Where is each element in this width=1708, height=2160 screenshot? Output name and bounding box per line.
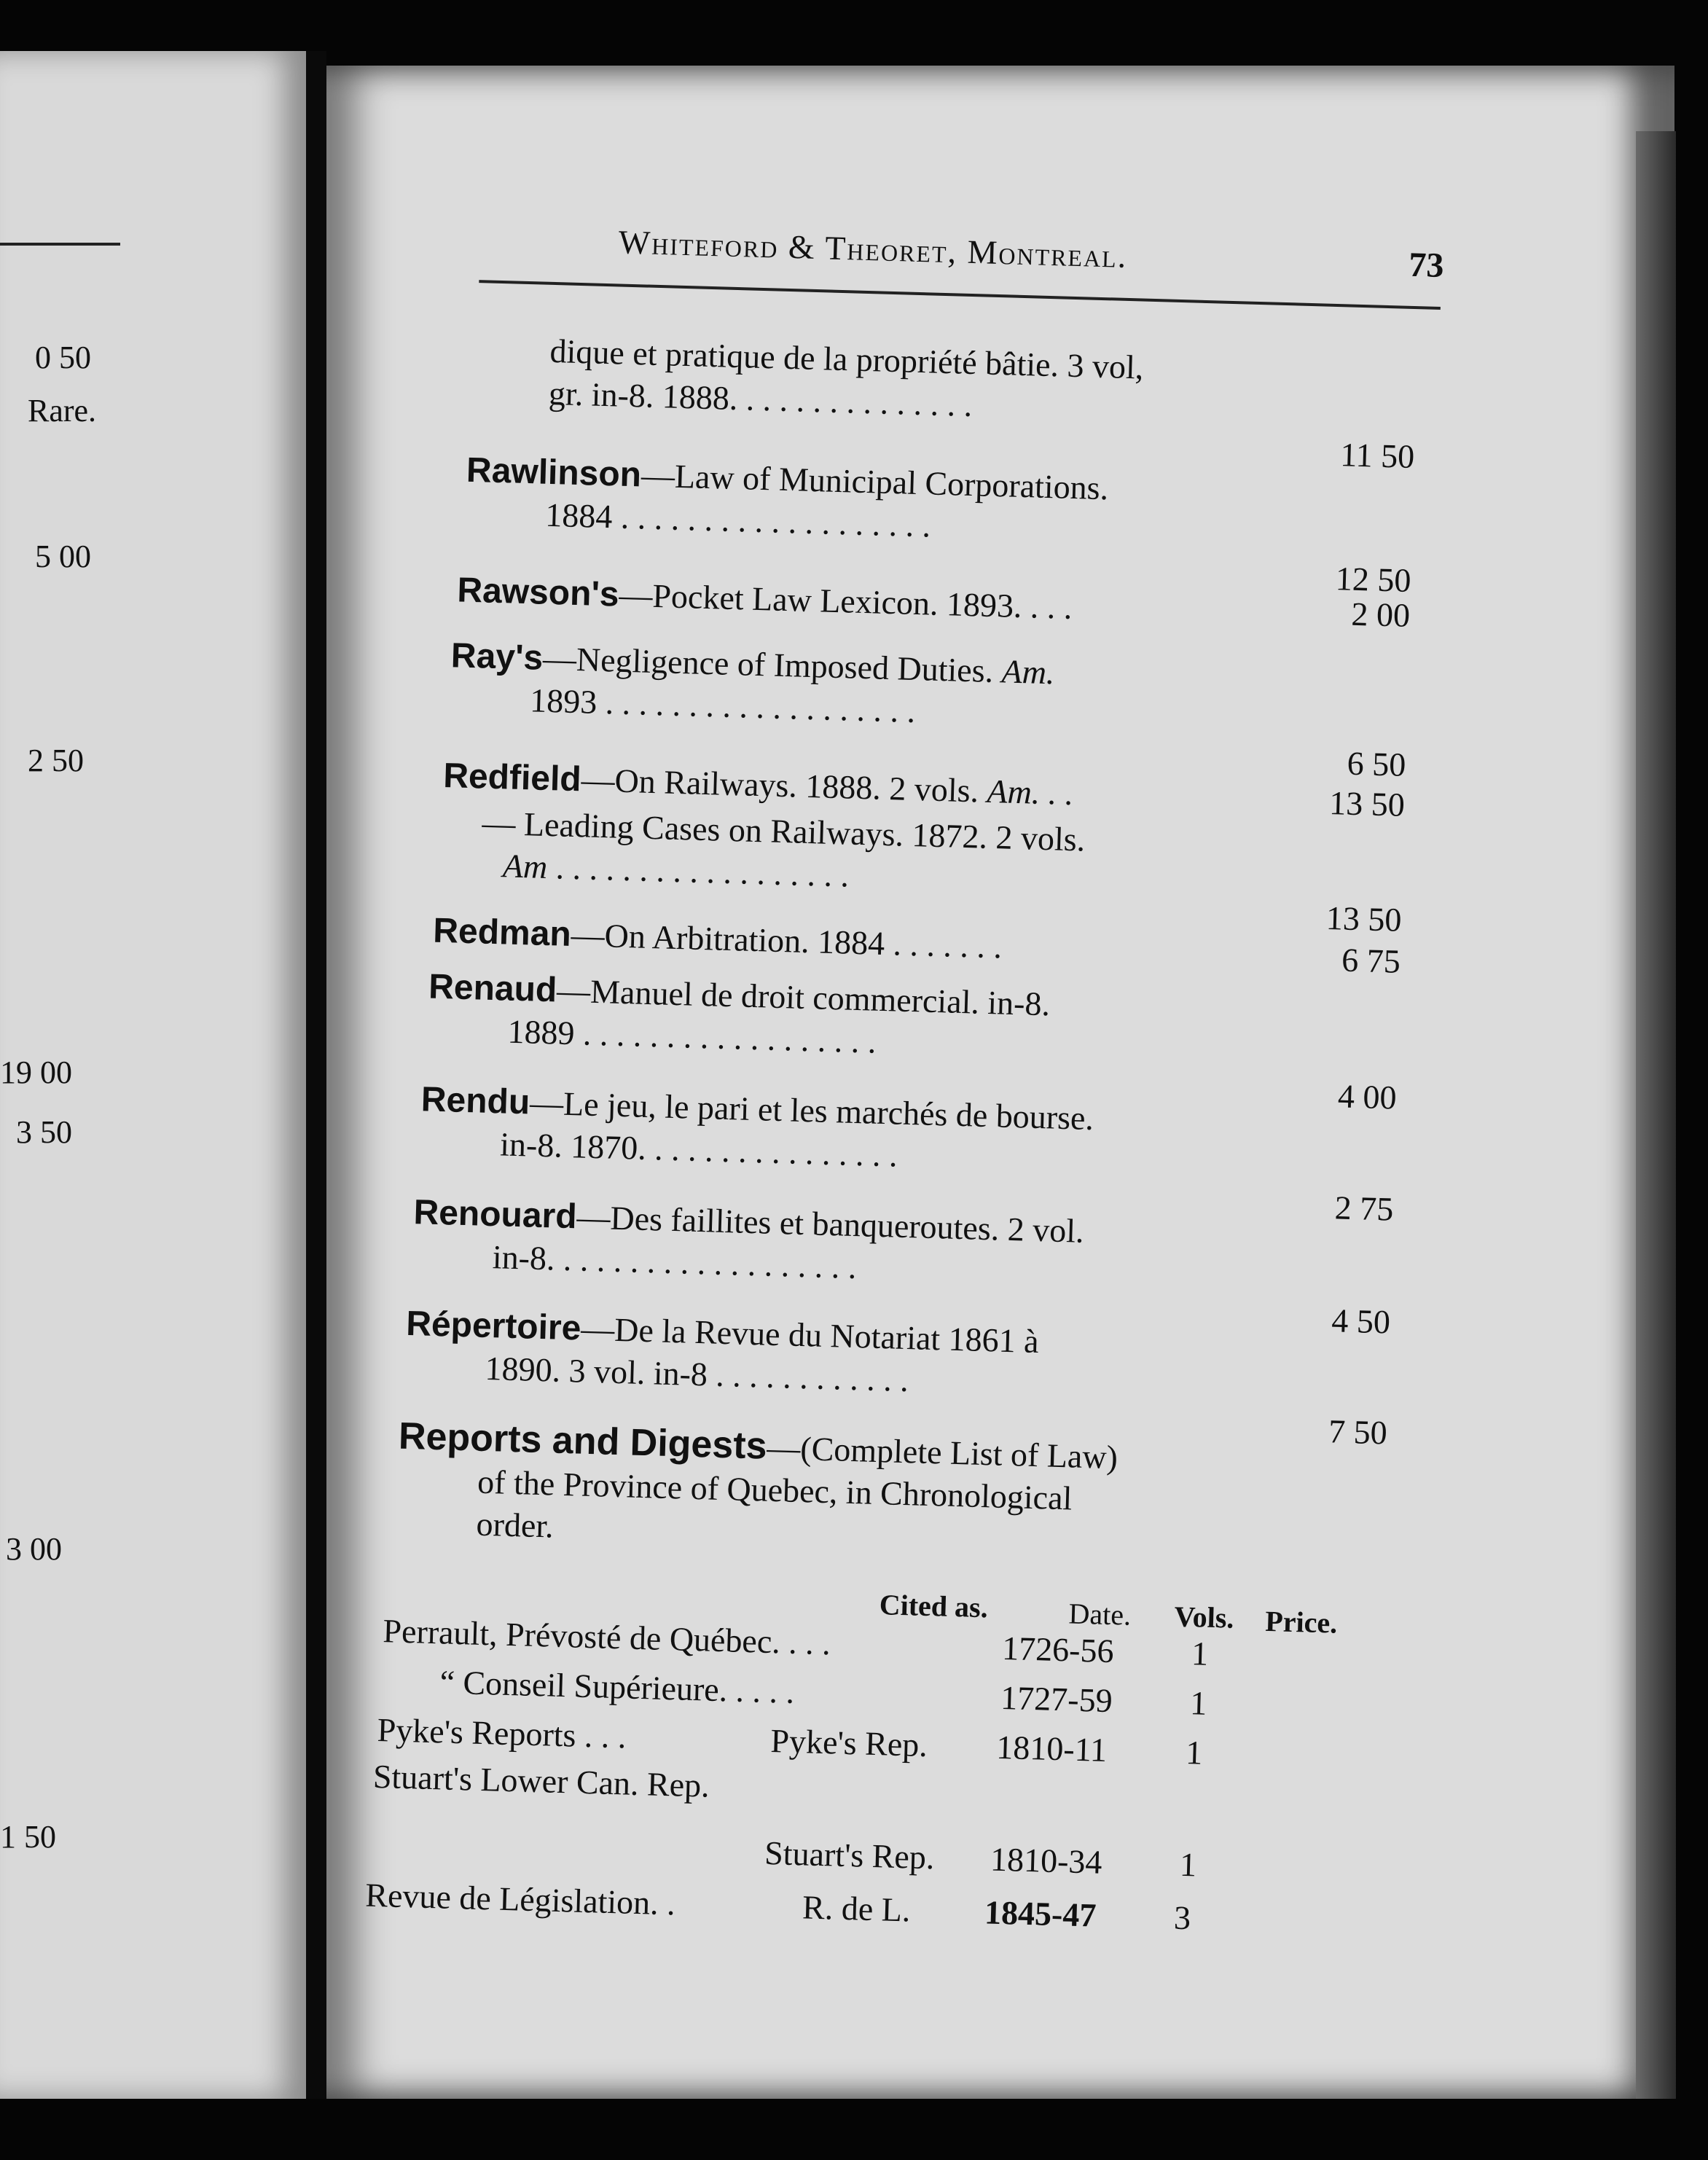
catalog-entry <box>433 910 1003 969</box>
row-vols: 1 <box>1185 1733 1204 1772</box>
entry-text: —(Complete List of Law) <box>766 1428 1119 1476</box>
entry-name: Renaud <box>428 967 557 1010</box>
entry-name: Ray's <box>450 636 544 678</box>
row-vols: 1 <box>1189 1684 1207 1722</box>
left-price: Rare. <box>28 393 97 429</box>
row-date: 1726-56 <box>1001 1629 1115 1670</box>
row-date: 1810-11 <box>995 1728 1108 1769</box>
catalog-entry <box>450 635 1056 736</box>
entry-name: Rendu <box>420 1080 530 1122</box>
left-price: 19 00 <box>0 1054 72 1090</box>
entry-text-cont: 1893 . . . . . . . . . . . . . . . . . . . <box>529 681 916 730</box>
row-date: 1727-59 <box>1000 1678 1113 1720</box>
table-header-date: Date. <box>1068 1597 1132 1632</box>
entry-text-cont: 1890. 3 vol. in-8 . . . . . . . . . . . . <box>484 1349 909 1399</box>
row-title: Perrault, Prévosté de Québec. . . . <box>382 1612 831 1662</box>
row-cited: Stuart's Rep. <box>764 1834 936 1877</box>
entry-name: Redfield <box>442 756 582 799</box>
catalog-entry <box>412 1191 1084 1295</box>
left-price: 0 50 <box>35 340 91 375</box>
table-header-cited: Cited as. <box>879 1588 989 1624</box>
entry-text-italic: Am <box>502 847 548 886</box>
row-date: 1845-47 <box>984 1893 1097 1934</box>
left-price: 2 50 <box>28 743 84 778</box>
table-header-price: Price. <box>1264 1604 1338 1640</box>
row-title: Pyke's Reports . . . <box>377 1710 627 1756</box>
entry-name: Répertoire <box>405 1304 582 1348</box>
row-date: 1810-34 <box>990 1840 1103 1881</box>
entry-text-cont: in-8. . . . . . . . . . . . . . . . . . . <box>492 1238 858 1286</box>
entry-text-cont: in-8. 1870. . . . . . . . . . . . . . . . <box>499 1125 898 1174</box>
entry-text-cont: 1884 . . . . . . . . . . . . . . . . . . . <box>544 496 931 544</box>
entry-name: Reports and Digests <box>398 1414 768 1468</box>
entry-name: Redman <box>432 911 572 954</box>
catalog-entry <box>427 966 1051 1068</box>
table-header-vols: Vols. <box>1173 1600 1235 1635</box>
catalog-entry <box>548 330 1144 431</box>
entry-text: —Le jeu, le pari et les marchés de bourse. <box>529 1084 1094 1138</box>
catalog-entry <box>420 1079 1094 1182</box>
entry-text: —Pocket Law Lexicon. 1893. . . . <box>618 576 1073 626</box>
row-title: Revue de Législation. . <box>364 1876 676 1922</box>
entry-text-cont: order. <box>476 1505 555 1545</box>
left-price: 3 00 <box>6 1531 62 1567</box>
entry-text-italic: Am. <box>1000 652 1056 692</box>
entry-price: 6 50 <box>1347 744 1407 783</box>
reports-entry <box>396 1415 1119 1563</box>
row-title: Stuart's Lower Can. Rep. <box>372 1757 710 1804</box>
entry-text: —De la Revue du Notariat 1861 à <box>580 1310 1040 1361</box>
entry-text-cont: 1889 . . . . . . . . . . . . . . . . . . <box>506 1012 877 1060</box>
left-price: 3 50 <box>16 1114 72 1150</box>
entry-price: 13 50 <box>1328 783 1406 823</box>
row-vols: 1 <box>1179 1845 1197 1884</box>
entry-text-cont: of the Province of Quebec, in Chronological <box>477 1463 1073 1517</box>
entry-text: —Des faillites et banqueroutes. 2 vol. <box>576 1198 1085 1250</box>
entry-text-italic: Am. . . <box>986 772 1075 813</box>
entry-text: —Negligence of Imposed Duties. <box>542 639 994 689</box>
row-title: “ Conseil Supérieure. . . . . <box>439 1663 795 1710</box>
row-vols: 1 <box>1191 1635 1209 1672</box>
entry-price: 12 50 <box>1335 560 1412 599</box>
entry-text: —Manuel de droit commercial. in-8. <box>556 971 1051 1023</box>
entry-name: Rawson's <box>456 571 620 614</box>
catalog-entry <box>457 569 1073 629</box>
row-cited: R. de L. <box>802 1888 912 1929</box>
entry-price: 2 00 <box>1350 595 1411 634</box>
entry-name: Rawlinson <box>466 450 642 495</box>
entry-price: 4 00 <box>1337 1077 1398 1116</box>
catalog-entry <box>465 450 1109 552</box>
entry-name: Renouard <box>412 1193 578 1237</box>
entry-text: —On Railways. 1888. 2 vols. <box>580 761 979 810</box>
row-vols: 3 <box>1173 1898 1191 1937</box>
row-cited: Pyke's Rep. <box>769 1722 928 1764</box>
page-number: 73 <box>1408 245 1445 286</box>
entry-text: —On Arbitration. 1884 . . . . . . . <box>571 915 1003 966</box>
entry-text: —Law of Municipal Corporations. <box>640 456 1109 507</box>
entry-text: — Leading Cases on Railways. 1872. 2 vols. <box>481 804 1086 858</box>
catalog-entry <box>404 1303 1039 1405</box>
entry-price: 11 50 <box>1339 436 1415 476</box>
entry-price: 4 50 <box>1331 1302 1391 1341</box>
left-price: 5 00 <box>35 539 91 574</box>
entry-price: 7 50 <box>1328 1412 1388 1452</box>
catalog-entry <box>480 802 1086 904</box>
entry-text-cont: gr. in-8. 1888. . . . . . . . . . . . . . . <box>548 374 973 424</box>
running-head: Whiteford & Theoret, Montreal. <box>618 223 1128 275</box>
entry-text: dique et pratique de la propriété bâtie. 3 vol, <box>549 332 1145 386</box>
left-price: 1 50 <box>0 1819 56 1855</box>
header-rule <box>479 280 1441 310</box>
entry-price: 13 50 <box>1325 899 1403 939</box>
entry-text-cont: . . . . . . . . . . . . . . . . . . <box>547 848 850 894</box>
entry-price: 2 75 <box>1334 1189 1395 1228</box>
entry-price: 6 75 <box>1341 941 1401 980</box>
